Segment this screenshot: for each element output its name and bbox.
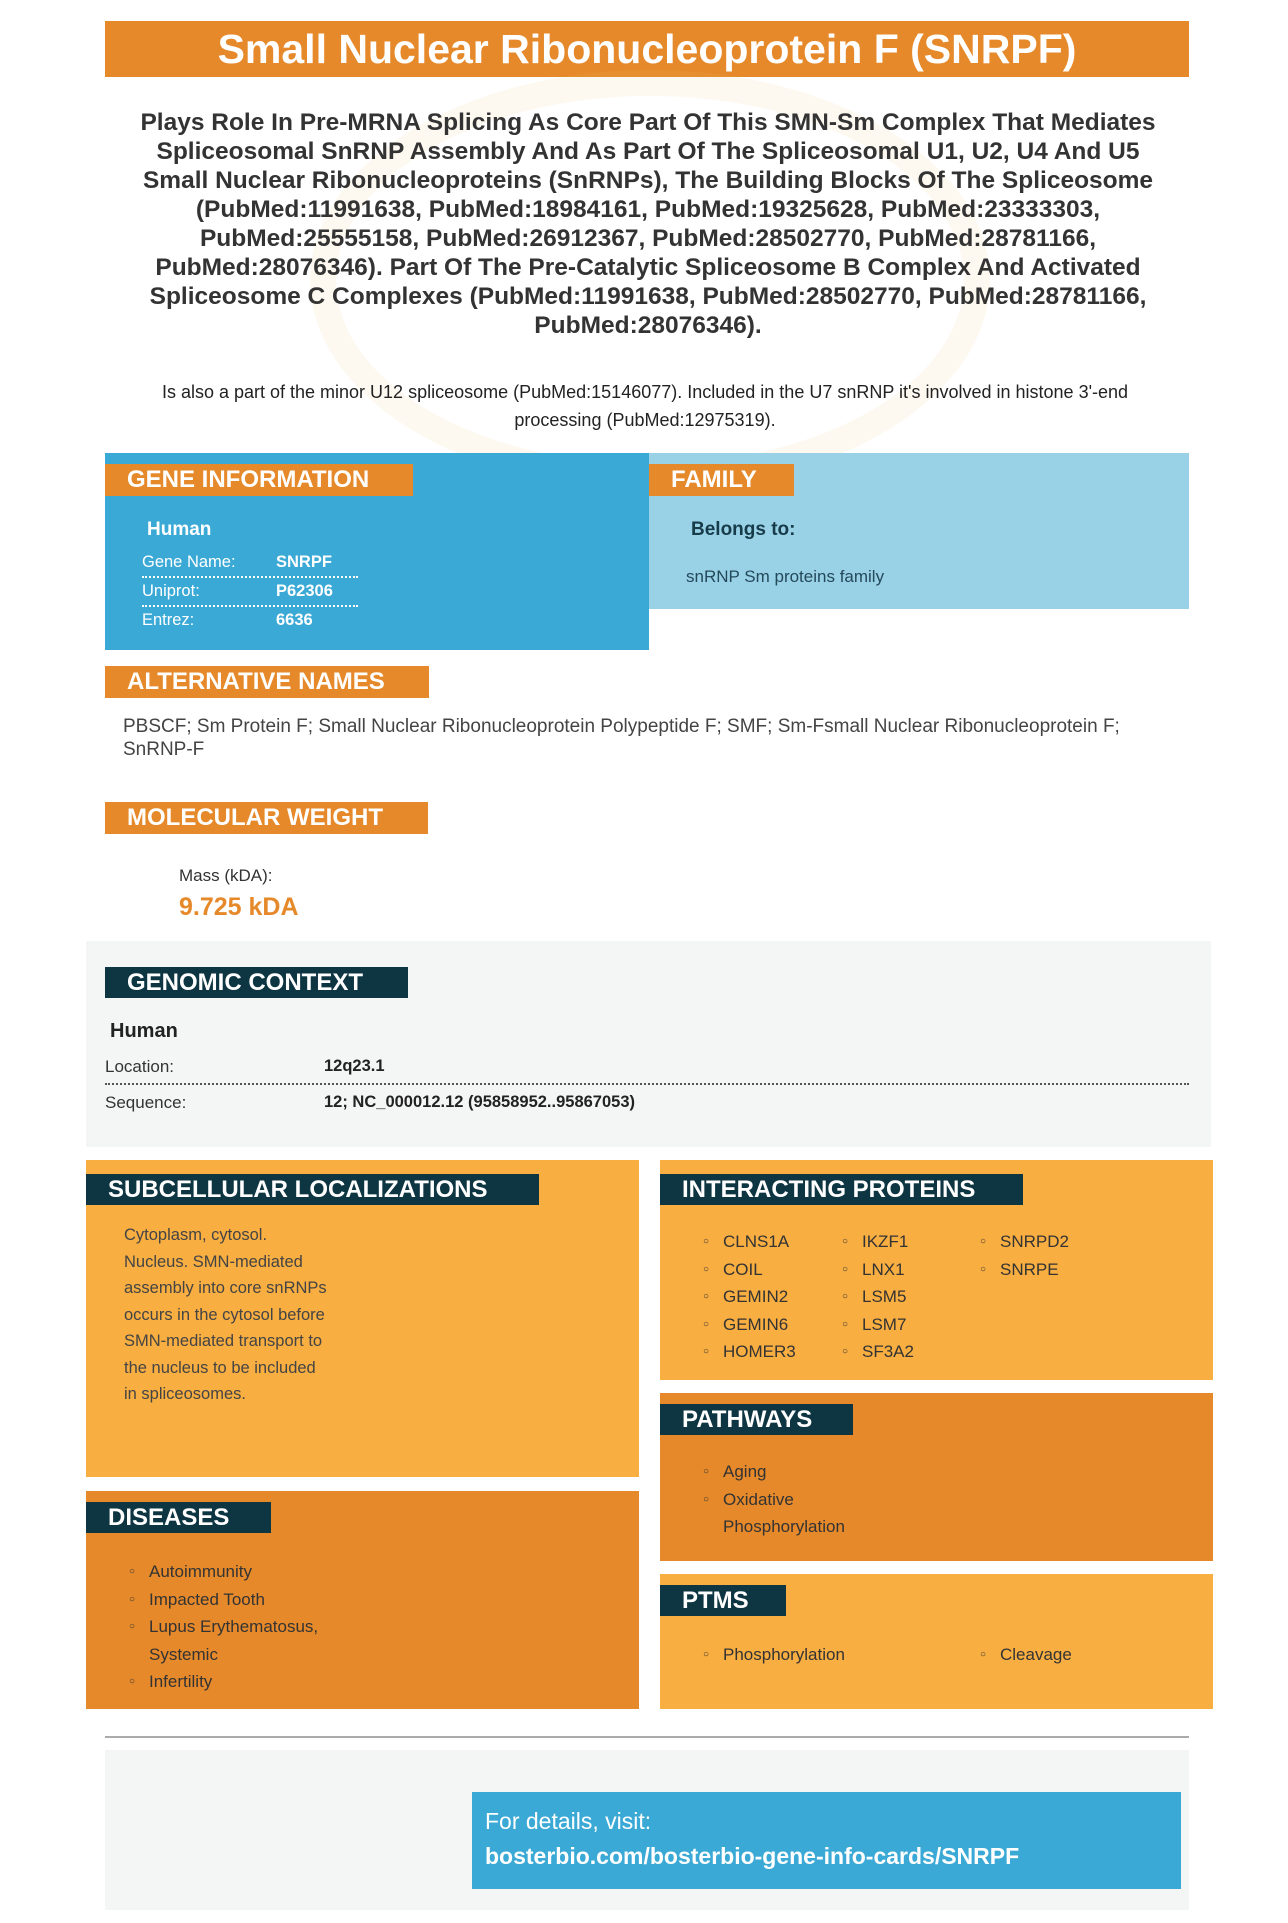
protein-item[interactable]: ○ HOMER3 — [703, 1338, 833, 1366]
diseases-panel — [86, 1491, 639, 1709]
protein-item[interactable]: ○ GEMIN6 — [703, 1311, 833, 1339]
ptms-heading: PTMS — [660, 1585, 786, 1616]
interacting-proteins-panel — [660, 1160, 1213, 1380]
family-panel — [649, 453, 1189, 609]
alternative-names-heading: ALTERNATIVE NAMES — [105, 666, 429, 698]
protein-item[interactable]: ○ LNX1 — [842, 1256, 972, 1284]
disease-item: ○ Autoimmunity — [129, 1558, 359, 1586]
protein-summary: Plays Role In Pre-MRNA Splicing As Core Part Of This SMN-Sm Complex That Mediates Spliceosomal SnRNP Assembly And As Part Of The Spliceosomal U1, U2, U4 And U5 Small Nuclear Ribonucleoproteins (SnRNPs), The Building Blocks Of The Spliceosome (PubMed:11991638, PubMed:18984161, PubMed:19325628, PubMed:23333303, PubMed:25555158, PubMed:26912367, PubMed:28502770, PubMed:28781166, PubMed:28076346). Part Of The Pre-Catalytic Spliceosome B Complex And Activated Spliceosome C Complexes (PubMed:11991638, PubMed:28502770, PubMed:28781166, PubMed:28076346). — [140, 109, 1156, 339]
gene-info-table — [142, 549, 358, 634]
entrez-row — [142, 607, 358, 634]
sequence-label: Sequence: — [105, 1093, 187, 1112]
interacting-proteins-column-1 — [703, 1228, 833, 1366]
location-row — [105, 1049, 1189, 1085]
details-label: For details, visit: — [485, 1808, 652, 1834]
pathway-item: ○ Aging — [703, 1458, 873, 1486]
location-value: 12q23.1 — [324, 1057, 385, 1075]
molecular-weight-heading: MOLECULAR WEIGHT — [105, 802, 428, 834]
gene-name-label: Gene Name: — [142, 553, 236, 571]
entrez-value[interactable]: 6636 — [276, 611, 313, 629]
location-label: Location: — [105, 1057, 174, 1076]
gene-information-panel — [105, 453, 649, 650]
protein-item[interactable]: ○ SNRPD2 — [980, 1228, 1110, 1256]
pathway-item: ○ Oxidative Phosphorylation — [703, 1486, 873, 1541]
gene-information-heading: GENE INFORMATION — [105, 464, 413, 496]
family-belongs-label: Belongs to: — [691, 519, 796, 540]
uniprot-row — [142, 578, 358, 607]
interacting-proteins-heading: INTERACTING PROTEINS — [660, 1174, 1023, 1205]
family-value: snRNP Sm proteins family — [686, 567, 885, 586]
genomic-context-panel — [86, 941, 1211, 1147]
disease-item: ○ Infertility — [129, 1668, 359, 1696]
sequence-row — [105, 1085, 1189, 1119]
protein-summary-note: Is also a part of the minor U12 spliceosome (PubMed:15146077). Included in the U7 snRNP it's involved in histone 3'-end processing (PubMed:12975319). — [161, 382, 1129, 430]
mass-label: Mass (kDA): — [179, 866, 273, 885]
protein-item[interactable]: ○ LSM5 — [842, 1283, 972, 1311]
ptm-item: ○ Phosphorylation — [703, 1641, 903, 1669]
sequence-value: 12; NC_000012.12 (95858952..95867053) — [324, 1093, 636, 1111]
gene-name-row — [142, 549, 358, 578]
diseases-heading: DISEASES — [86, 1502, 271, 1533]
entrez-label: Entrez: — [142, 611, 195, 629]
interacting-proteins-column-3 — [980, 1228, 1110, 1283]
pathways-panel — [660, 1393, 1213, 1561]
gene-name-value: SNRPF — [276, 553, 332, 571]
ptms-list-1 — [703, 1641, 903, 1669]
protein-item[interactable]: ○ GEMIN2 — [703, 1283, 833, 1311]
ptms-panel — [660, 1574, 1213, 1709]
diseases-list — [129, 1558, 359, 1696]
genomic-species: Human — [110, 1020, 178, 1042]
subcellular-heading: SUBCELLULAR LOCALIZATIONS — [86, 1174, 539, 1205]
protein-item[interactable]: ○ SF3A2 — [842, 1338, 972, 1366]
alternative-names-text: PBSCF; Sm Protein F; Small Nuclear Ribonucleoprotein Polypeptide F; SMF; Sm-Fsmall Nuclear Ribonucleoprotein F; SnRNP-F — [123, 716, 1120, 760]
protein-item[interactable]: ○ CLNS1A — [703, 1228, 833, 1256]
ptms-list-2 — [980, 1641, 1180, 1669]
family-heading: FAMILY — [649, 464, 794, 496]
ptm-item: ○ Cleavage — [980, 1641, 1180, 1669]
subcellular-text: Cytoplasm, cytosol. Nucleus. SMN-mediated assembly into core snRNPs occurs in the cytosol before SMN-mediated transport to the nucleus to be included in spliceosomes. — [124, 1226, 327, 1403]
mass-value: 9.725 kDA — [179, 893, 299, 921]
protein-item[interactable]: ○ COIL — [703, 1256, 833, 1284]
page-title: Small Nuclear Ribonucleoprotein F (SNRPF) — [105, 21, 1189, 77]
pathways-heading: PATHWAYS — [660, 1404, 853, 1435]
protein-item[interactable]: ○ LSM7 — [842, 1311, 972, 1339]
protein-item[interactable]: ○ IKZF1 — [842, 1228, 972, 1256]
details-link[interactable]: bosterbio.com/bosterbio-gene-info-cards/SNRPF — [485, 1843, 1020, 1869]
disease-item: ○ Lupus Erythematosus, Systemic — [129, 1613, 359, 1668]
uniprot-value[interactable]: P62306 — [276, 582, 333, 600]
footer-divider — [105, 1736, 1189, 1738]
uniprot-label: Uniprot: — [142, 582, 200, 600]
genomic-context-heading: GENOMIC CONTEXT — [105, 967, 408, 998]
interacting-proteins-column-2 — [842, 1228, 972, 1366]
subcellular-panel — [86, 1160, 639, 1477]
pathways-list — [703, 1458, 873, 1541]
gene-species: Human — [147, 519, 212, 540]
disease-item: ○ Impacted Tooth — [129, 1586, 359, 1614]
details-box — [472, 1792, 1181, 1889]
protein-item[interactable]: ○ SNRPE — [980, 1256, 1110, 1284]
